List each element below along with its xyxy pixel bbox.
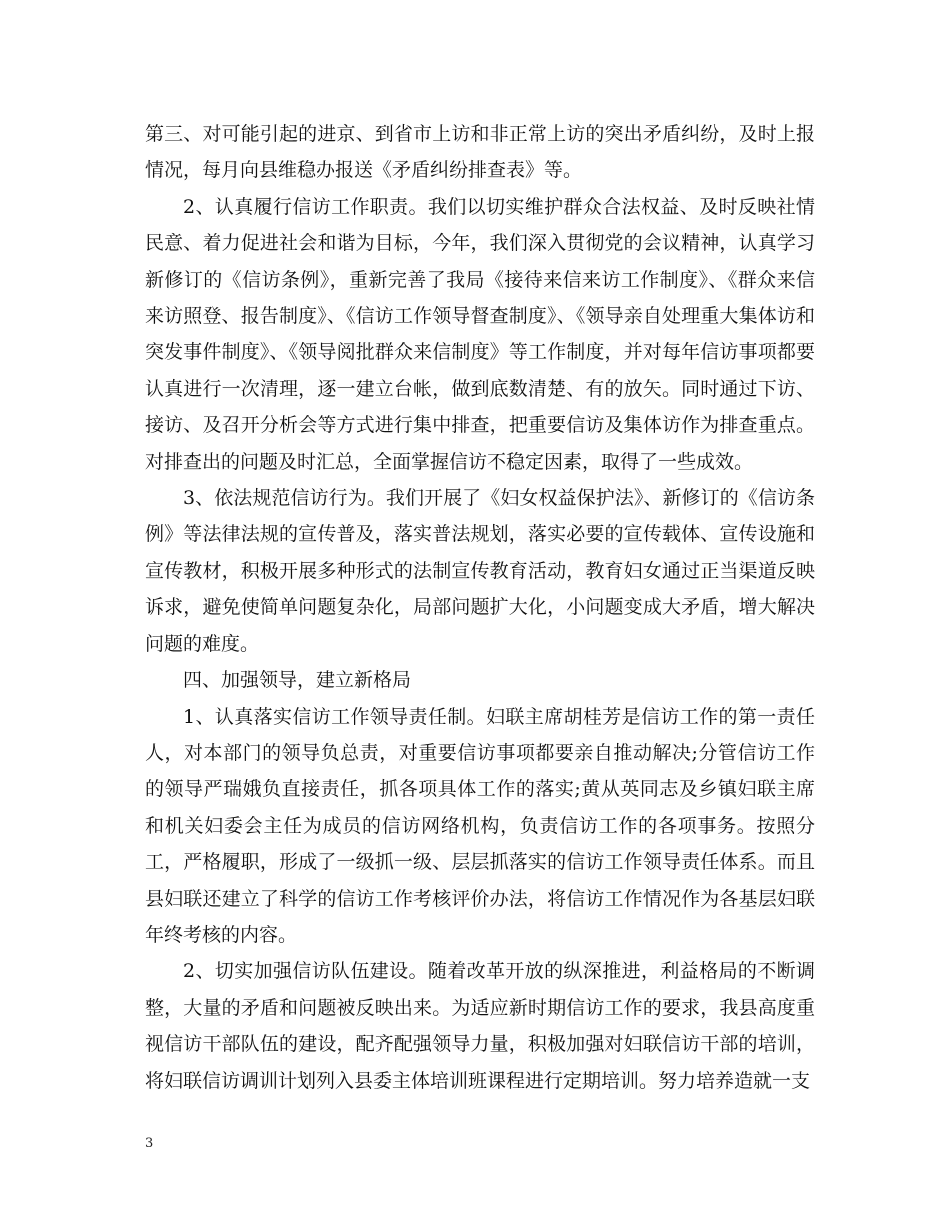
page-number: 3: [145, 1136, 154, 1151]
paragraph-6: 2、切实加强信访队伍建设。随着改革开放的纵深推进，利益格局的不断调整，大量的矛盾和问题被反映出来。为适应新时期信访工作的要求，我县高度重视信访干部队伍的建设，配齐配强领导力量，积极加强对妇联信访干部的培训，将妇联信访调训计划列入县委主体培训班课程进行定期培训。努力培养造就一支: [145, 960, 815, 1092]
paragraph-5: 1、认真落实信访工作领导责任制。妇联主席胡桂芳是信访工作的第一责任人，对本部门的领导负总责，对重要信访事项都要亲自推动解决;分管信访工作的领导严瑞娥负直接责任，抓各项具体工作的落实;黄从英同志及乡镇妇联主席和机关妇委会主任为成员的信访网络机构，负责信访工作的各项事务。按照分工，严格履职，形成了一级抓一级、层层抓落实的信访工作领导责任体系。而且县妇联还建立了科学的信访工作考核评价办法，将信访工作情况作为各基层妇联年终考核的内容。: [145, 705, 815, 946]
paragraph-1: 第三、对可能引起的进京、到省市上访和非正常上访的突出矛盾纠纷，及时上报情况，每月向县维稳办报送《矛盾纠纷排查表》等。: [145, 123, 815, 182]
section-heading: 四、加强领导，建立新格局: [183, 669, 412, 692]
paragraph-2: 2、认真履行信访工作职责。我们以切实维护群众合法权益、及时反映社情民意、着力促进社会和谐为目标，今年，我们深入贯彻党的会议精神，认真学习新修订的《信访条例》，重新完善了我局《接待来信来访工作制度》、《群众来信来访照登、报告制度》、《信访工作领导督查制度》、《领导亲自处理重大集体访和突发事件制度》、《领导阅批群众来信制度》等工作制度，并对每年信访事项都要认真进行一次清理，逐一建立台帐，做到底数清楚、有的放矢。同时通过下访、接访、及召开分析会等方式进行集中排查，把重要信访及集体访作为排查重点。对排查出的问题及时汇总，全面掌握信访不稳定因素，取得了一些成效。: [145, 195, 815, 473]
paragraph-3: 3、依法规范信访行为。我们开展了《妇女权益保护法》、新修订的《信访条例》等法律法规的宣传普及，落实普法规划，落实必要的宣传载体、宣传设施和宣传教材，积极开展多种形式的法制宣传教育活动，教育妇女通过正当渠道反映诉求，避免使简单问题复杂化，局部问题扩大化，小问题变成大矛盾，增大解决问题的难度。: [145, 487, 815, 655]
document-body: [145, 116, 815, 1099]
